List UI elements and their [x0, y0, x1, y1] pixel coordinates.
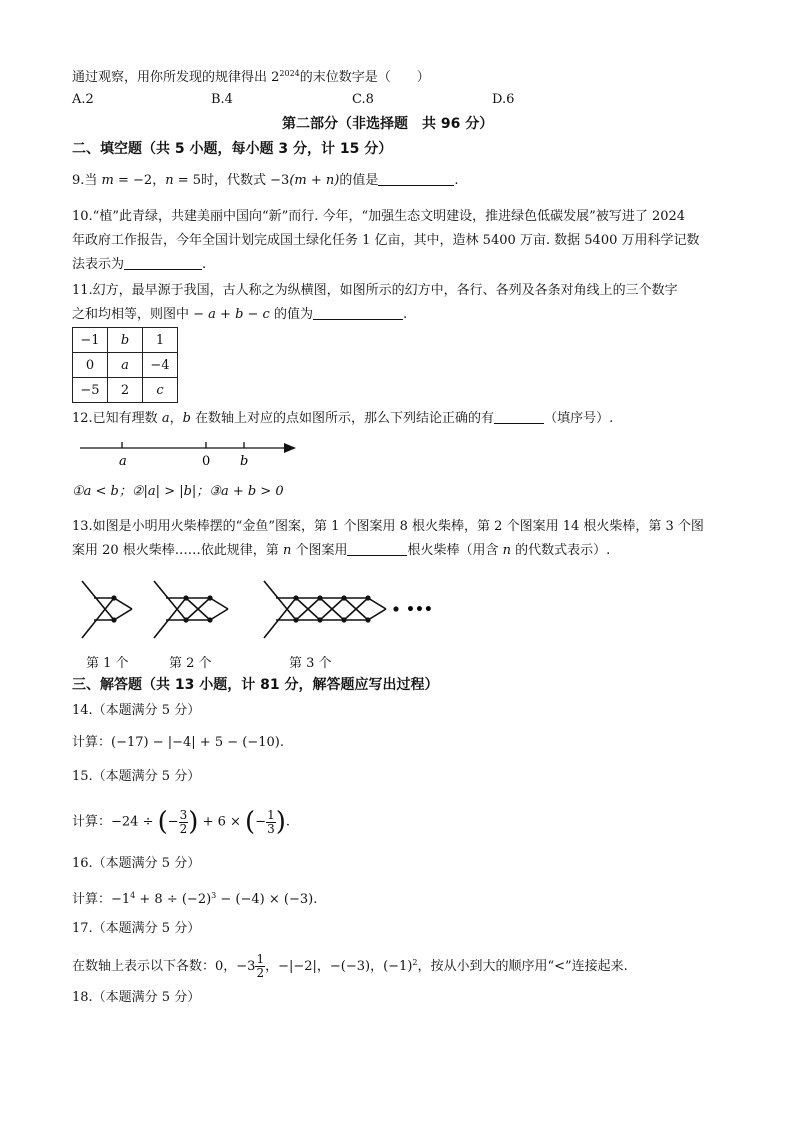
q15-lparen-2: (	[245, 807, 256, 837]
q15-mid: + 6 ×	[198, 814, 246, 830]
q17-text: 在数轴上表示以下各数：0，−3	[72, 959, 256, 974]
q16-exp-2: 3	[211, 891, 217, 900]
q12-comma: ，	[169, 411, 183, 426]
q17-text2: ，−|−2|，−(−3)，(−1)	[265, 959, 413, 974]
q13-text4: 的代数式表示）.	[510, 543, 611, 558]
q17-exp: 2	[412, 958, 418, 967]
part2-title: 第二部分（非选择题 共 96 分）	[282, 116, 494, 132]
q10-line1: 10.“植”此青绿，共建美丽中国向“新”而行. 今年，“加强生态文明建设，推进绿色低碳发展”被写进了 2024	[72, 209, 686, 224]
q12-text: 12.已知有理数	[72, 411, 162, 426]
q9-end: .	[454, 173, 459, 188]
axis-label-b: b	[240, 454, 249, 469]
q13-line2	[72, 543, 610, 559]
magic-cell: 1	[143, 328, 178, 353]
q8-option-d: D.6	[492, 92, 515, 107]
q13-line1: 13.如图是小明用火柴棒摆的“金鱼”图案，第 1 个图案用 8 根火柴棒，第 2 个图案用 14 根火柴棒，第 3 个图	[72, 519, 704, 534]
section3-title: 三、解答题（共 13 小题，计 81 分，解答题应写出过程）	[72, 677, 439, 693]
q10-line3	[72, 257, 206, 273]
q15-lparen: (	[157, 807, 168, 837]
q12-choice-1: ①a < b；	[72, 484, 132, 499]
q15-den-2: 3	[267, 821, 275, 836]
q12-var-a: a	[161, 411, 170, 426]
q10-end: .	[202, 257, 207, 272]
q11-line2	[72, 307, 407, 323]
q9-text2: 的值是	[339, 173, 379, 188]
q17-num: 1	[256, 952, 265, 966]
q12-answer-blank[interactable]	[494, 411, 544, 424]
caption-pattern-3: 第 3 个	[289, 656, 332, 671]
q13-var-n: n	[282, 543, 292, 558]
q11-line1: 11.幻方，最早源于我国，古人称之为纵横图，如图所示的幻方中，各行、各列及各条对角线上的三个数字	[72, 283, 678, 298]
q14-head: 14.（本题满分 5 分）	[72, 703, 201, 718]
magic-cell: −5	[73, 378, 108, 403]
q15-den-1: 2	[179, 821, 188, 836]
q16-body	[72, 888, 317, 908]
q16-text: 计算：−1	[72, 892, 131, 907]
q11-end: .	[402, 307, 408, 322]
q18-head: 18.（本题满分 5 分）	[72, 990, 201, 1005]
q16-head: 16.（本题满分 5 分）	[72, 856, 201, 871]
q16-exp-1: 4	[130, 891, 136, 900]
q15-fraction-2	[266, 809, 276, 836]
q9-text: 9.当	[72, 173, 102, 188]
q15-fraction-1	[179, 809, 189, 836]
q8-option-b: B.4	[211, 92, 233, 107]
magic-cell: c	[143, 378, 178, 403]
q12-choice-2: ②|a| > |b|；	[131, 484, 210, 499]
q8-exponent: 2024	[279, 69, 300, 78]
q9-var-n: n	[165, 173, 174, 188]
axis-label-a: a	[119, 454, 127, 469]
q12-text3: （填序号）.	[544, 411, 614, 426]
q13-text2: 个图案用	[291, 543, 348, 558]
caption-pattern-2: 第 2 个	[169, 656, 212, 671]
q9-answer-blank[interactable]	[378, 173, 454, 186]
q16-text3: − (−4) × (−3).	[216, 892, 318, 907]
number-line	[72, 436, 312, 472]
q17-body	[72, 948, 628, 978]
q12-choice-3: ③a + b > 0	[209, 484, 284, 499]
q12-text2: 在数轴上对应的点如图所示，那么下列结论正确的有	[190, 411, 495, 426]
q8-stem-tail: 的末位数字是（ ）	[299, 70, 430, 85]
q9-expr: (m + n)	[289, 173, 340, 188]
magic-square-row	[73, 353, 178, 378]
fish-ellipsis: •••	[406, 602, 433, 618]
q11-line2-text: 之和均相等，则图中	[72, 307, 194, 322]
section2-title: 二、填空题（共 5 小题，每小题 3 分，计 15 分）	[72, 141, 393, 157]
q15-neg: −	[167, 814, 179, 830]
fish-pattern-1-joints	[111, 595, 116, 622]
axis-label-0: 0	[202, 454, 211, 469]
magic-cell: a	[108, 353, 143, 378]
q13-var-n-2: n	[502, 543, 511, 558]
q8-stem	[72, 66, 430, 86]
magic-cell: −1	[73, 328, 108, 353]
magic-cell: 0	[73, 353, 108, 378]
q15-text: 计算：−24 ÷	[72, 814, 158, 830]
caption-pattern-1: 第 1 个	[86, 656, 129, 671]
q15-body	[72, 805, 290, 839]
q11-line2-tail: 的值为	[269, 307, 313, 322]
q11-expr: − a + b − c	[193, 307, 270, 322]
q9-eq2: = 5时，代数式 −3	[173, 173, 290, 188]
q15-rparen-2: )	[275, 807, 286, 837]
goldfish-figure	[72, 578, 452, 648]
q15-num-1: 3	[179, 807, 188, 822]
q15-end: .	[285, 814, 291, 830]
q11-answer-blank[interactable]	[313, 307, 403, 320]
q15-head: 15.（本题满分 5 分）	[72, 769, 201, 784]
q17-text3: ，按从小到大的顺序用“<”连接起来.	[417, 959, 628, 974]
q10-line3-text: 法表示为	[72, 257, 125, 272]
q12-var-b: b	[182, 411, 191, 426]
q9-eq1: = −2，	[113, 173, 166, 188]
q8-stem-text: 通过观察，用你所发现的规律得出 2	[72, 70, 280, 85]
q15-num-2: 1	[267, 807, 275, 822]
magic-cell: b	[108, 328, 143, 353]
q12-stem	[72, 411, 613, 427]
q17-fraction	[255, 953, 265, 980]
q15-neg-2: −	[255, 814, 267, 830]
q9	[72, 173, 458, 189]
magic-cell: 2	[108, 378, 143, 403]
q8-option-c: C.8	[352, 92, 374, 107]
q17-den: 2	[256, 966, 265, 980]
q13-text: 案用 20 根火柴棒……依此规律，第	[72, 543, 283, 558]
fish-pattern-2	[154, 581, 228, 638]
q8-option-a: A.2	[72, 92, 94, 107]
q9-var-m: m	[101, 173, 114, 188]
q17-head: 17.（本题满分 5 分）	[72, 921, 201, 936]
q15-rparen: )	[188, 807, 199, 837]
fish-pattern-3	[264, 581, 386, 638]
q10-line2: 年政府工作报告，今年全国计划完成国土绿化任务 1 亿亩，其中，造林 5400 万亩. 数据 5400 万用科学记数	[72, 233, 700, 248]
q12-choices	[72, 484, 284, 500]
q13-answer-blank[interactable]	[347, 543, 407, 556]
magic-square	[72, 327, 178, 403]
magic-cell: −4	[143, 353, 178, 378]
magic-square-row	[73, 378, 178, 403]
q16-text2: + 8 ÷ (−2)	[135, 892, 212, 907]
magic-square-row	[73, 328, 178, 353]
fish-pattern-1	[82, 581, 132, 638]
axis-arrow	[284, 443, 296, 453]
q14-body: 计算：(−17) − |−4| + 5 − (−10).	[72, 735, 284, 750]
q13-text3: 根火柴棒（用含	[407, 543, 503, 558]
q10-answer-blank[interactable]	[124, 257, 202, 270]
